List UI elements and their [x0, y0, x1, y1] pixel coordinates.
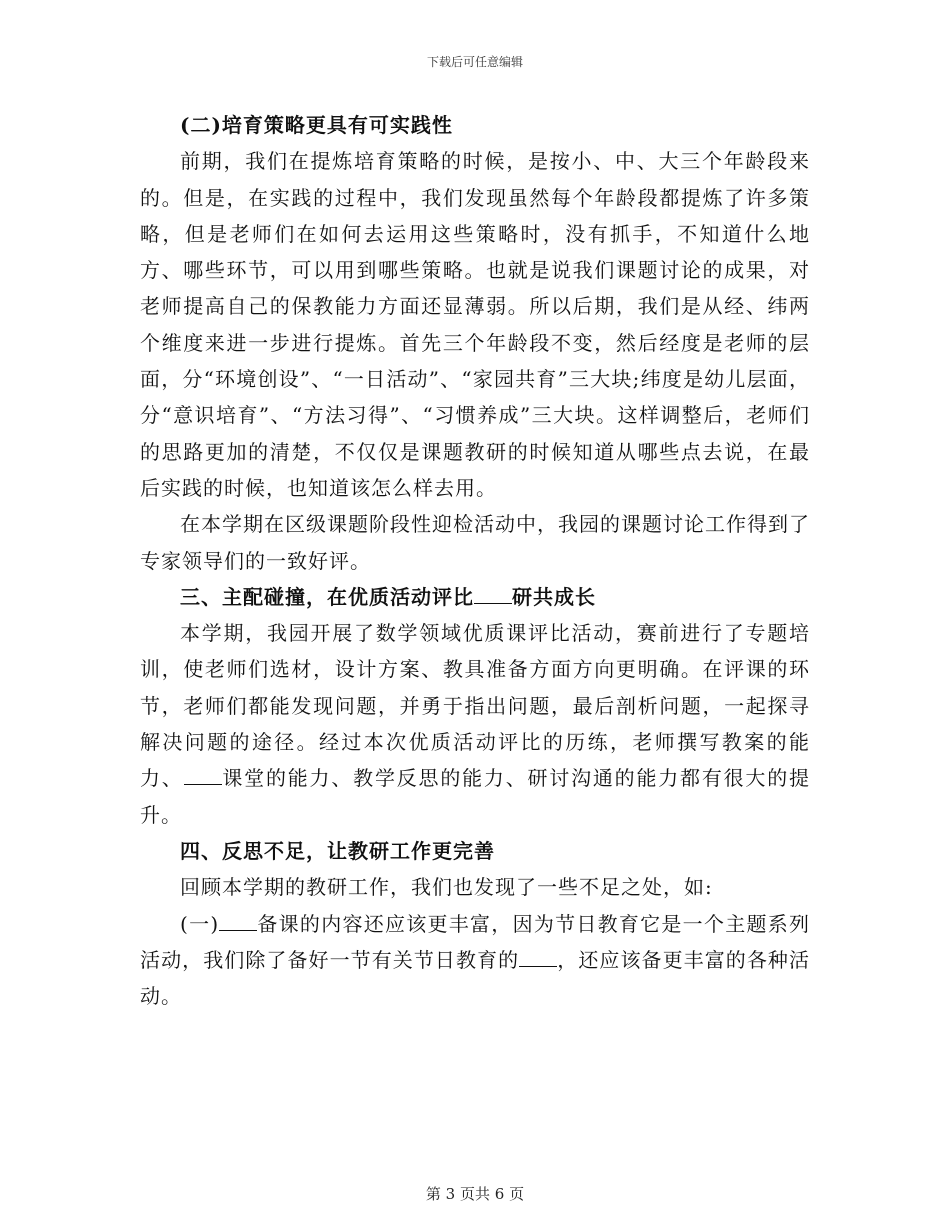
paragraph: 前期，我们在提炼培育策略的时候，是按小、中、大三个年龄段来的。但是，在实践的过程中，我们发现虽然每个年龄段都提炼了许多策略，但是老师们在如何去运用这些策略时，没有抓手，不知道什么地方、哪些环节，可以用到哪些策略。也就是说我们课题讨论的成果，对老师提高自己的保教能力方面还显薄弱。所以后期，我们是从经、纬两个维度来进一步进行提炼。首先三个年龄段不变，然后经度是老师的层面，分“环境创设”、“一日活动”、“家园共育”三大块;纬度是幼儿层面，分“意识培育”、“方法习得”、“习惯养成”三大块。这样调整后，老师们的思路更加的清楚，不仅仅是课题教研的时候知道从哪些点去说，在最后实践的时候，也知道该怎么样去用。 — [140, 149, 810, 500]
heading-text: 三、主配碰撞，在优质活动评比 — [180, 584, 474, 609]
page-header: 下载后可任意编辑 — [426, 55, 523, 69]
paragraph — [140, 906, 810, 1015]
section-heading-4: 四、反思不足，让教研工作更完善 — [180, 838, 495, 863]
paragraph: 回顾本学期的教研工作，我们也发现了一些不足之处，如: — [180, 875, 713, 900]
paragraph-text: 备课的内容还应该更丰富，因为节日教育它是一个主题系列活动，我们除了备好一节有关节日教育的 — [140, 911, 811, 972]
blank-underline — [184, 765, 222, 785]
paragraph: 在本学期在区级课题阶段性迎检活动中，我园的课题讨论工作得到了专家领导们的一致好评。 — [140, 512, 810, 573]
paragraph-text: 课堂的能力、教学反思的能力、研讨沟通的能力都有很大的提升。 — [140, 766, 811, 827]
section-heading-3 — [140, 579, 810, 615]
paragraph-text: 本学期，我园开展了数学领域优质课评比活动，赛前进行了专题培训，使老师们选材，设计方案、教具准备方面方向更明确。在评课的环节，老师们都能发现问题，并勇于指出问题，最后剖析问题，一起探寻解决问题的途径。经过本次优质活动评比的历练，老师撰写教案的能力、 — [140, 621, 810, 791]
paragraph — [140, 615, 810, 833]
paragraph-text: (一) — [180, 911, 220, 936]
paragraph-text: ，还应该备更丰富的各种活动。 — [140, 947, 811, 1009]
section-heading-2-2: (二)培育策略更具有可实践性 — [180, 113, 453, 137]
blank-underline — [219, 911, 257, 931]
blank-underline — [474, 584, 512, 604]
blank-underline — [519, 947, 557, 967]
heading-text: 研共成长 — [512, 584, 596, 609]
document-body — [140, 107, 810, 1014]
page-footer: 第 3 页共 6 页 — [425, 1185, 525, 1203]
